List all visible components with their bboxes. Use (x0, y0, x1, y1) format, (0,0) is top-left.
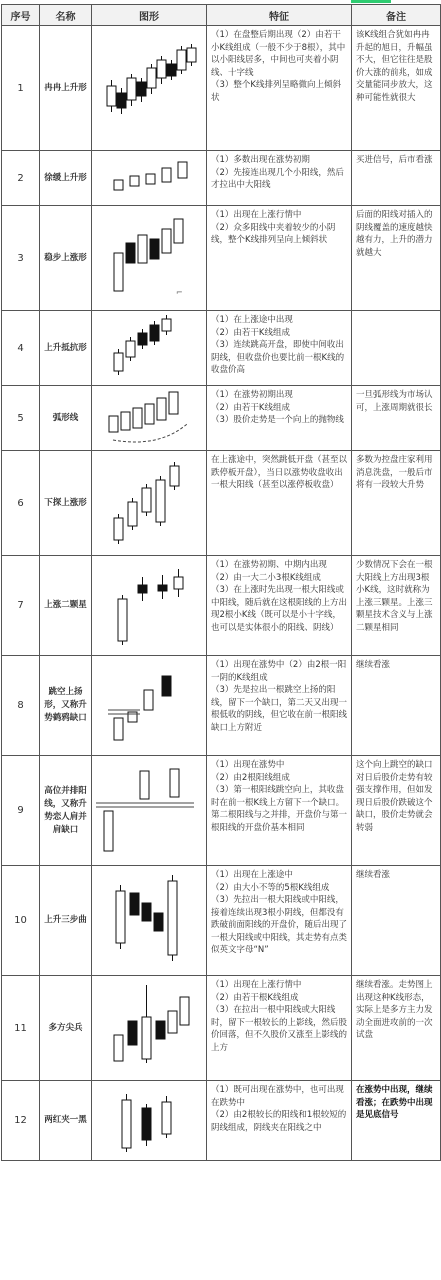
feature-line: （2）由一大二小3根K线组成 (211, 572, 321, 583)
figure-8 (104, 666, 194, 746)
table-row (2, 866, 441, 976)
feature-line: （2）由2根阳线组成 (211, 772, 290, 783)
svg-text:⌐: ⌐ (176, 288, 183, 297)
figure-9 (94, 763, 204, 858)
pattern-name: 弧形线 (40, 386, 92, 451)
header-note: 备注 (352, 5, 441, 26)
bullish-candle (157, 60, 166, 78)
pattern-name: 两红夹一黑 (40, 1081, 92, 1161)
pattern-note: 这个向上跳空的缺口对日后股价走势有较强支撑作用，但如发现日后股价跌破这个缺口，股价走势就会转弱 (352, 756, 441, 866)
table-row (2, 451, 441, 556)
table-row (2, 756, 441, 866)
row-number: 8 (2, 656, 40, 756)
bearish-candle (138, 585, 147, 593)
table-row (2, 386, 441, 451)
bullish-candle (140, 771, 149, 799)
bearish-candle (158, 585, 167, 591)
feature-line: （3）在上涨时先出现一根大阳线或中阳线，随后就在这根阳线的上方出现2根小K线（既可以是小十字线，也可以是实体很小的阳线、阴线） (211, 585, 348, 633)
pattern-note: 买进信号，后市看涨 (352, 151, 441, 206)
bullish-candle (147, 68, 156, 88)
bullish-candle (162, 1102, 171, 1134)
feature-line: 在上涨途中，突然跳低开盘（甚至以跌停板开盘），当日以涨势收盘收出一根大阳线（甚至以涨停板收盘） (211, 455, 348, 490)
bullish-candle (138, 235, 147, 263)
bullish-candle (114, 1035, 123, 1061)
pattern-note: 后面的阳线对插入的阴线覆盖的速度越快越有力，上升的潜力就越大 (352, 206, 441, 311)
row-number: 4 (2, 311, 40, 386)
header-row (2, 5, 441, 26)
bearish-candle (142, 1108, 151, 1140)
pattern-name: 跳空上扬形，又称升势鹤鸦缺口 (40, 656, 92, 756)
pattern-note: 多数为控盘庄家利用消息洗盘，一般后市将有一段较大升势 (352, 451, 441, 556)
bullish-candle (177, 50, 186, 70)
table-row (2, 976, 441, 1081)
row-number: 12 (2, 1081, 40, 1161)
header-features: 特征 (207, 5, 352, 26)
pattern-features (207, 756, 352, 866)
pattern-name: 上升三步曲 (40, 866, 92, 976)
feature-line: （1）在上涨途中出现 (211, 315, 293, 325)
pattern-note: 继续看涨 (352, 866, 441, 976)
bearish-candle (126, 243, 135, 263)
pattern-note (352, 311, 441, 386)
bearish-candle (128, 1021, 137, 1045)
bullish-candle (169, 392, 178, 414)
feature-line: （2）由2根较长的阳线和1根较短的阴线组成，阴线夹在阳线之中 (211, 1110, 347, 1133)
bullish-candle (170, 466, 179, 486)
feature-line: （2）由若干根K线组成 (211, 992, 299, 1003)
header-figure: 图形 (92, 5, 207, 26)
feature-line: （1）在盘整后期出现（2）由若干小K线组成（一般不少于8根），其中以小阳线居多，中间也可夹着小阴线、十字线 (211, 30, 346, 78)
feature-line: （2）由若干K线组成 (211, 402, 290, 413)
bearish-candle (142, 903, 151, 921)
pattern-note: 少数情况下会在一根大阳线上方出现3根小K线，这时就称为上涨三颗星。上涨三颗星技术含义与上涨二颗星相同 (352, 556, 441, 656)
figure-12 (104, 1086, 194, 1156)
pattern-name: 徐缓上升形 (40, 151, 92, 206)
pattern-features (207, 151, 352, 206)
row-number: 5 (2, 386, 40, 451)
bullish-candle (162, 168, 171, 182)
bullish-candle (187, 48, 196, 62)
bearish-candle (137, 82, 146, 96)
pattern-features (207, 311, 352, 386)
figure-4 (104, 313, 194, 383)
table-row (2, 26, 441, 151)
bullish-candle (126, 341, 135, 357)
feature-line: （3）股价走势是一个向上的抛物线 (211, 415, 344, 425)
bullish-candle (114, 353, 123, 371)
row-number: 6 (2, 451, 40, 556)
pattern-features (207, 556, 352, 656)
bearish-candle (156, 1021, 165, 1039)
pattern-features (207, 26, 352, 151)
bullish-candle (116, 891, 125, 943)
bearish-candle (150, 239, 159, 259)
bearish-candle (138, 333, 147, 345)
pattern-features (207, 451, 352, 556)
pattern-features (207, 976, 352, 1081)
pattern-name: 冉冉上升形 (40, 26, 92, 151)
bullish-candle (104, 811, 113, 851)
figure-3 (104, 213, 194, 303)
bullish-candle (142, 1017, 151, 1059)
table-row (2, 656, 441, 756)
pattern-features (207, 386, 352, 451)
pattern-name: 稳步上涨形 (40, 206, 92, 311)
feature-line: （2）由大小不等的5根K线组成 (211, 882, 330, 893)
pattern-figure (92, 151, 207, 206)
feature-line: （3）在拉出一根中阳线或大阳线时，留下一根较长的上影线，然后股价回落，但不久股价又涨至上影线的上方 (211, 1005, 348, 1053)
bullish-candle (168, 881, 177, 955)
bullish-candle (162, 229, 171, 253)
figure-2 (104, 158, 194, 198)
feature-line: （2）先接连出现几个小阳线，然后才拉出中大阳线 (211, 167, 344, 190)
kline-pattern-table (1, 4, 441, 1161)
bearish-candle (154, 913, 163, 931)
bullish-candle (174, 577, 183, 589)
header-no: 序号 (2, 5, 40, 26)
header-name: 名称 (40, 5, 92, 26)
table-row (2, 556, 441, 656)
pattern-figure (92, 311, 207, 386)
feature-line: （3）第一根阳线跳空向上，其收盘时在前一根K线上方留下一个缺口。第二根阳线与之并排，开盘价与第一根阳线的开盘价基本相同 (211, 785, 348, 833)
pattern-figure (92, 976, 207, 1081)
table-row (2, 151, 441, 206)
bullish-candle (133, 408, 142, 428)
bearish-candle (167, 64, 176, 76)
pattern-figure (92, 556, 207, 656)
figure-11 (104, 981, 194, 1076)
feature-line: （3）整个K线排列呈略微向上倾斜状 (211, 80, 341, 103)
figure-10 (104, 873, 194, 968)
bearish-candle (162, 676, 171, 696)
pattern-figure (92, 656, 207, 756)
bullish-candle (146, 174, 155, 184)
row-number: 2 (2, 151, 40, 206)
feature-line: （1）出现在上涨途中 (211, 870, 293, 880)
pattern-name: 上涨二颗星 (40, 556, 92, 656)
bullish-candle (156, 480, 165, 522)
feature-line: （1）出现在上涨行情中 (211, 980, 302, 990)
pattern-name: 多方尖兵 (40, 976, 92, 1081)
pattern-name: 上升抵抗形 (40, 311, 92, 386)
bullish-candle (114, 518, 123, 540)
bullish-candle (109, 416, 118, 432)
feature-line: （1）出现在涨势中 (211, 760, 285, 770)
table-row (2, 206, 441, 311)
feature-line: （1）在涨势初期、中期内出现 (211, 560, 327, 570)
pattern-figure (92, 1081, 207, 1161)
feature-line: （1）在涨势初期出现 (211, 390, 293, 400)
figure-1 (99, 38, 199, 138)
figure-6 (104, 456, 194, 551)
row-number: 1 (2, 26, 40, 151)
pattern-figure (92, 386, 207, 451)
row-number: 3 (2, 206, 40, 311)
pattern-name: 高位并排阳线，又称升势恋人肩并肩缺口 (40, 756, 92, 866)
feature-line: （2）由若干K线组成 (211, 327, 290, 338)
figure-7 (104, 561, 194, 651)
feature-line: （1）既可出现在涨势中，也可出现在跌势中 (211, 1085, 344, 1108)
bullish-candle (170, 769, 179, 797)
bullish-candle (144, 690, 153, 710)
bullish-candle (178, 162, 187, 178)
bullish-candle (114, 718, 123, 740)
bullish-candle (168, 1011, 177, 1033)
pattern-note: 在涨势中出现，继续看涨；在跌势中出现是见底信号 (352, 1081, 441, 1161)
bearish-candle (130, 893, 139, 915)
bullish-candle (145, 404, 154, 424)
feature-line: （3）连续跳高开盘，即使中间收出阴线，但收盘价也要比前一根K线的收盘价高 (211, 340, 345, 375)
bullish-candle (180, 997, 189, 1025)
bearish-candle (117, 93, 126, 108)
pattern-figure (92, 866, 207, 976)
feature-line: （3）先是拉出一根跳空上扬的阳线，留下一个缺口，第二天又出现一根低收的阴线，但它收在前一根阳线缺口上方附近 (211, 685, 348, 733)
bullish-candle (127, 78, 136, 100)
figure-5 (99, 388, 199, 448)
pattern-name: 下探上涨形 (40, 451, 92, 556)
bullish-candle (142, 488, 151, 512)
feature-line: （1）多数出现在涨势初期 (211, 155, 310, 165)
bearish-candle (150, 325, 159, 341)
top-accent-bar (351, 0, 391, 3)
bullish-candle (107, 86, 116, 106)
row-number: 7 (2, 556, 40, 656)
bullish-candle (128, 502, 137, 526)
bullish-candle (114, 180, 123, 190)
pattern-features (207, 1081, 352, 1161)
feature-line: （1）出现在涨势中（2）由2根一阳一阴的K线组成 (211, 660, 347, 683)
bullish-candle (130, 176, 139, 186)
row-number: 11 (2, 976, 40, 1081)
pattern-note: 一旦弧形线为市场认可，上涨周期就很长 (352, 386, 441, 451)
table-row (2, 1081, 441, 1161)
row-number: 10 (2, 866, 40, 976)
bullish-candle (118, 599, 127, 641)
row-number: 9 (2, 756, 40, 866)
bullish-candle (122, 1100, 131, 1148)
bullish-candle (121, 412, 130, 430)
pattern-features (207, 206, 352, 311)
feature-line: （3）先拉出一根大阳线或中阳线，接着连续出现3根小阴线，但都没有跌破前面阳线的开盘价，随后出现了一根大阳线或中阳线，其走势有点类似英文字母“N” (211, 895, 348, 955)
pattern-figure (92, 206, 207, 311)
table-row (2, 311, 441, 386)
pattern-figure (92, 451, 207, 556)
bullish-candle (174, 219, 183, 243)
pattern-note: 该K线组合犹如冉冉升起的旭日，升幅虽不大，但它往往是股价大涨的前兆，如成交量能同步放大，这种可能性就很大 (352, 26, 441, 151)
feature-line: （1）出现在上涨行情中 (211, 210, 302, 220)
feature-line: （2）众多阳线中夹着较少的小阴线，整个K线排列呈向上倾斜状 (211, 222, 336, 245)
bullish-candle (162, 319, 171, 331)
pattern-figure (92, 756, 207, 866)
pattern-features (207, 866, 352, 976)
bullish-candle (157, 398, 166, 420)
bullish-candle (114, 253, 123, 291)
pattern-note: 继续看涨 (352, 656, 441, 756)
pattern-figure (92, 26, 207, 151)
pattern-features (207, 656, 352, 756)
pattern-note: 继续看涨。走势图上出现这种K线形态，实际上是多方主力发动全面进攻前的一次试盘 (352, 976, 441, 1081)
